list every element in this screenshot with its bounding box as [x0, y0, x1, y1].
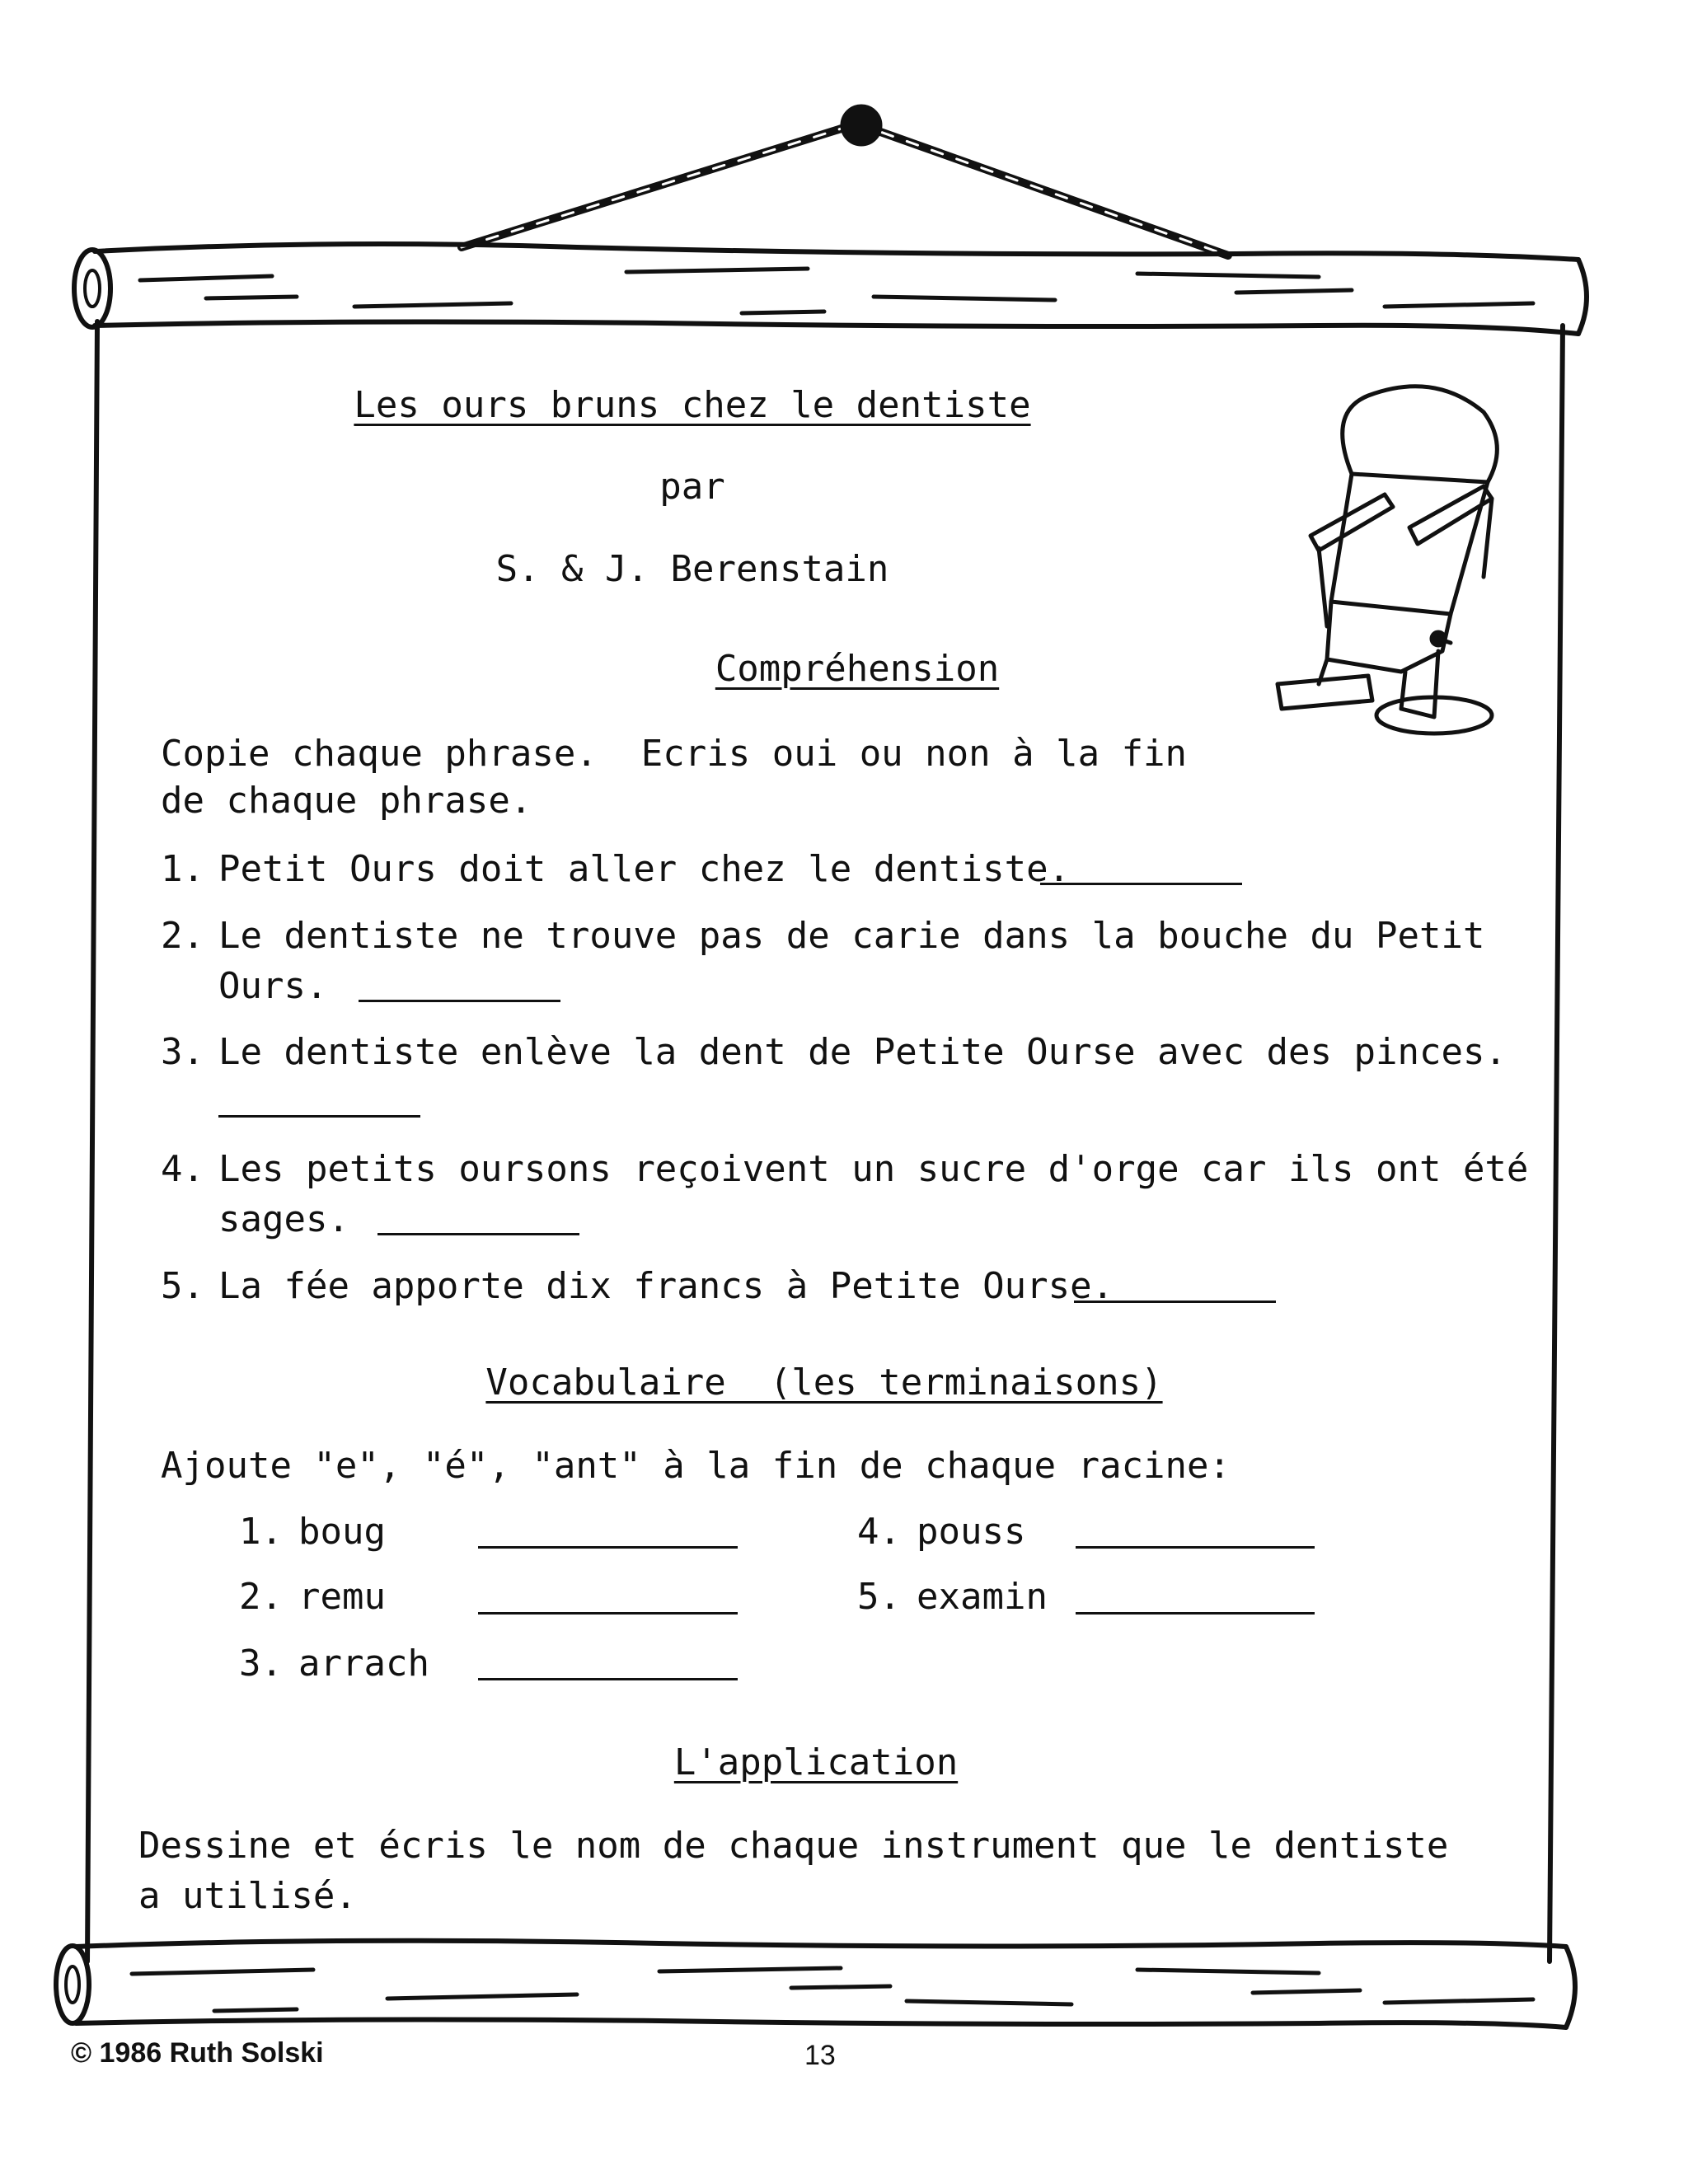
- answer-blank[interactable]: [1076, 1612, 1315, 1615]
- comprehension-instruction-cont: de chaque phrase.: [161, 780, 532, 822]
- root-number: 2.: [239, 1576, 283, 1618]
- comprehension-instruction: Copie chaque phrase. Ecris oui ou non à la fin: [161, 733, 1188, 775]
- bottom-log: [56, 1941, 1575, 2027]
- answer-blank[interactable]: [359, 1000, 560, 1002]
- root-word: pouss: [917, 1511, 1026, 1553]
- question-number: 3.: [161, 1031, 204, 1073]
- application-instruction: Dessine et écris le nom de chaque instrument que le dentiste: [138, 1825, 1449, 1867]
- hanging-rope: [462, 124, 1228, 255]
- question-text-cont: Ours.: [218, 965, 328, 1007]
- dentist-chair-icon: [1278, 387, 1497, 733]
- page-number: 13: [804, 2040, 836, 2071]
- copyright-notice: © 1986 Ruth Solski: [71, 2037, 324, 2069]
- question-number: 2.: [161, 915, 204, 957]
- question-number: 1.: [161, 848, 204, 890]
- root-word: examin: [917, 1576, 1048, 1618]
- page-title: Les ours bruns chez le dentiste: [354, 384, 1031, 426]
- by-label: par: [659, 466, 725, 508]
- answer-blank[interactable]: [1076, 1546, 1315, 1549]
- root-number: 1.: [239, 1511, 283, 1553]
- question-number: 5.: [161, 1265, 204, 1307]
- application-heading: L'application: [673, 1741, 959, 1783]
- nail-icon: [841, 105, 882, 146]
- application-instruction-cont: a utilisé.: [138, 1875, 357, 1917]
- question-text: La fée apporte dix francs à Petite Ourse.: [218, 1265, 1114, 1307]
- answer-blank[interactable]: [1074, 1301, 1276, 1303]
- question-number: 4.: [161, 1148, 204, 1190]
- author-name: S. & J. Berenstain: [495, 548, 889, 590]
- answer-blank[interactable]: [377, 1233, 579, 1235]
- root-word: boug: [298, 1511, 386, 1553]
- question-text-cont: sages.: [218, 1198, 349, 1240]
- root-word: remu: [298, 1576, 386, 1618]
- question-text: Les petits oursons reçoivent un sucre d'orge car ils ont été: [218, 1148, 1529, 1190]
- root-number: 3.: [239, 1643, 283, 1685]
- answer-blank[interactable]: [478, 1678, 738, 1680]
- root-number: 4.: [857, 1511, 901, 1553]
- question-text: Le dentiste ne trouve pas de carie dans la bouche du Petit: [218, 915, 1485, 957]
- root-number: 5.: [857, 1576, 901, 1618]
- answer-blank[interactable]: [478, 1546, 738, 1549]
- question-text: Petit Ours doit aller chez le dentiste.: [218, 848, 1071, 890]
- top-log: [74, 244, 1587, 334]
- vocabulary-heading: Vocabulaire (les terminaisons): [485, 1361, 1163, 1404]
- root-word: arrach: [298, 1643, 429, 1685]
- question-text: Le dentiste enlève la dent de Petite Ourse avec des pinces.: [218, 1031, 1507, 1073]
- answer-blank[interactable]: [478, 1612, 738, 1615]
- answer-blank[interactable]: [218, 1115, 420, 1118]
- vocabulary-instruction: Ajoute "e", "é", "ant" à la fin de chaque racine:: [161, 1445, 1231, 1487]
- comprehension-heading: Compréhension: [715, 648, 1000, 690]
- answer-blank[interactable]: [1040, 883, 1242, 885]
